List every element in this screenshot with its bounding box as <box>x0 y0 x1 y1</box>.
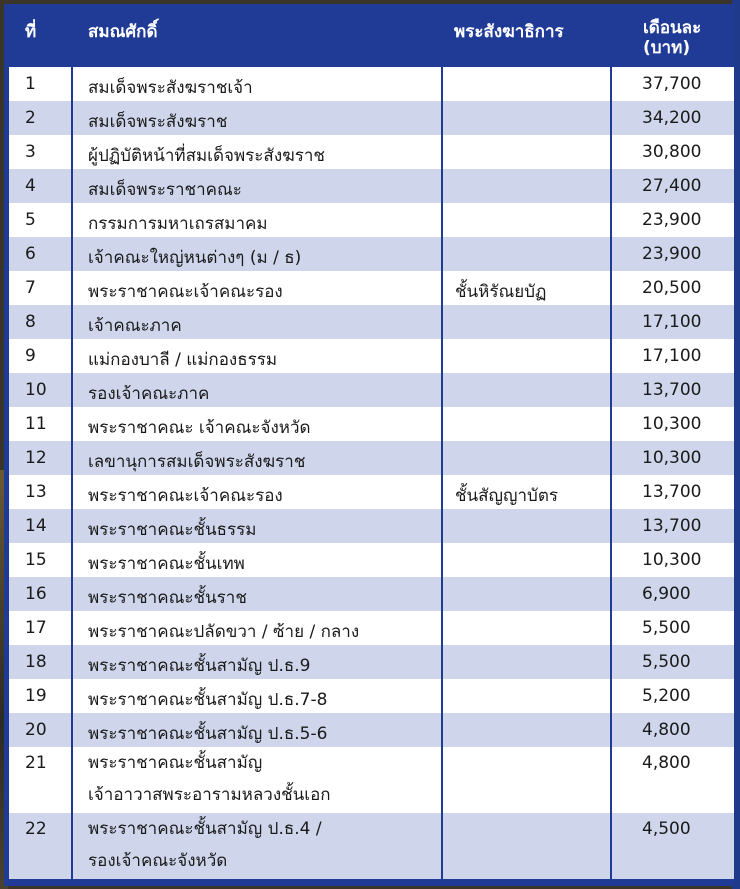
row-pay: 17,100 <box>611 305 734 339</box>
row-number: 11 <box>9 407 72 441</box>
table-row <box>9 679 734 713</box>
row-number: 6 <box>9 237 72 271</box>
header-title: สมณศักดิ์ <box>72 4 442 67</box>
row-pay: 4,500 <box>611 813 734 879</box>
row-title <box>72 813 442 879</box>
row-pay: 13,700 <box>611 475 734 509</box>
row-pay: 10,300 <box>611 441 734 475</box>
row-title-line1: พระราชาคณะชั้นสามัญ ป.ธ.4 / <box>88 819 322 839</box>
row-class <box>442 101 611 135</box>
row-title: เจ้าคณะใหญ่หนต่างๆ (ม / ธ) <box>72 237 442 271</box>
header-no: ที่ <box>9 4 72 67</box>
row-class: ชั้นสัญญาบัตร <box>442 475 611 509</box>
table-row <box>9 203 734 237</box>
row-title: ผู้ปฏิบัติหน้าที่สมเด็จพระสังฆราช <box>72 135 442 169</box>
table-row <box>9 509 734 543</box>
row-title: พระราชาคณะชั้นสามัญ ป.ธ.9 <box>72 645 442 679</box>
table-row <box>9 169 734 203</box>
row-number: 2 <box>9 101 72 135</box>
table-row <box>9 305 734 339</box>
row-class <box>442 645 611 679</box>
row-pay: 5,500 <box>611 645 734 679</box>
row-class <box>442 813 611 879</box>
row-pay: 37,700 <box>611 67 734 101</box>
row-number: 21 <box>9 747 72 813</box>
table-row <box>9 339 734 373</box>
row-pay: 10,300 <box>611 407 734 441</box>
row-title: พระราชาคณะเจ้าคณะรอง <box>72 475 442 509</box>
row-class: ชั้นหิรัณยบัฏ <box>442 271 611 305</box>
row-number: 5 <box>9 203 72 237</box>
row-class <box>442 373 611 407</box>
row-title-line1: พระราชาคณะชั้นสามัญ <box>88 753 263 773</box>
row-title: พระราชาคณะเจ้าคณะรอง <box>72 271 442 305</box>
table-row <box>9 441 734 475</box>
row-title <box>72 747 442 813</box>
row-pay: 10,300 <box>611 543 734 577</box>
row-title: พระราชาคณะชั้นราช <box>72 577 442 611</box>
row-number: 15 <box>9 543 72 577</box>
row-number: 20 <box>9 713 72 747</box>
row-title: พระราชาคณะชั้นสามัญ ป.ธ.7-8 <box>72 679 442 713</box>
row-class <box>442 577 611 611</box>
row-class <box>442 679 611 713</box>
row-title: เจ้าคณะภาค <box>72 305 442 339</box>
row-class <box>442 169 611 203</box>
row-class <box>442 747 611 813</box>
row-class <box>442 67 611 101</box>
table-row <box>9 475 734 509</box>
row-class <box>442 407 611 441</box>
row-title: รองเจ้าคณะภาค <box>72 373 442 407</box>
row-number: 10 <box>9 373 72 407</box>
row-number: 9 <box>9 339 72 373</box>
row-class <box>442 237 611 271</box>
row-class <box>442 203 611 237</box>
table-body <box>9 67 734 879</box>
row-pay: 23,900 <box>611 203 734 237</box>
row-pay: 17,100 <box>611 339 734 373</box>
row-pay: 5,200 <box>611 679 734 713</box>
table-row <box>9 611 734 645</box>
row-class <box>442 509 611 543</box>
row-number: 8 <box>9 305 72 339</box>
header-pay <box>611 4 734 67</box>
table-row <box>9 101 734 135</box>
row-title-line2: รองเจ้าคณะจังหวัด <box>88 851 228 871</box>
row-number: 12 <box>9 441 72 475</box>
row-title: สมเด็จพระราชาคณะ <box>72 169 442 203</box>
row-number: 4 <box>9 169 72 203</box>
table-row <box>9 543 734 577</box>
row-number: 18 <box>9 645 72 679</box>
header-pay-line1: เดือนละ <box>643 18 702 38</box>
row-class <box>442 543 611 577</box>
row-pay: 20,500 <box>611 271 734 305</box>
row-class <box>442 611 611 645</box>
table-row <box>9 407 734 441</box>
row-number: 17 <box>9 611 72 645</box>
row-title: เลขานุการสมเด็จพระสังฆราช <box>72 441 442 475</box>
row-pay: 23,900 <box>611 237 734 271</box>
table-row <box>9 135 734 169</box>
row-number: 19 <box>9 679 72 713</box>
row-class <box>442 441 611 475</box>
table-row <box>9 67 734 101</box>
table-row <box>9 813 734 879</box>
monk-allowance-table <box>9 4 734 879</box>
table-row <box>9 645 734 679</box>
table-row <box>9 577 734 611</box>
row-pay: 6,900 <box>611 577 734 611</box>
row-title: กรรมการมหาเถรสมาคม <box>72 203 442 237</box>
row-class <box>442 339 611 373</box>
row-pay: 27,400 <box>611 169 734 203</box>
row-pay: 4,800 <box>611 713 734 747</box>
row-pay: 13,700 <box>611 509 734 543</box>
row-title: พระราชาคณะ เจ้าคณะจังหวัด <box>72 407 442 441</box>
row-title: พระราชาคณะชั้นสามัญ ป.ธ.5-6 <box>72 713 442 747</box>
row-number: 7 <box>9 271 72 305</box>
table-row <box>9 747 734 813</box>
row-pay: 30,800 <box>611 135 734 169</box>
table-row <box>9 271 734 305</box>
row-pay: 13,700 <box>611 373 734 407</box>
row-class <box>442 135 611 169</box>
row-title: พระราชาคณะชั้นเทพ <box>72 543 442 577</box>
row-title: พระราชาคณะชั้นธรรม <box>72 509 442 543</box>
row-pay: 34,200 <box>611 101 734 135</box>
row-number: 14 <box>9 509 72 543</box>
row-number: 16 <box>9 577 72 611</box>
row-pay: 4,800 <box>611 747 734 813</box>
row-class <box>442 713 611 747</box>
row-title-line2: เจ้าอาวาสพระอารามหลวงชั้นเอก <box>88 785 331 805</box>
row-title: พระราชาคณะปลัดขวา / ซ้าย / กลาง <box>72 611 442 645</box>
row-title: แม่กองบาลี / แม่กองธรรม <box>72 339 442 373</box>
header-pay-line2: (บาท) <box>643 38 691 58</box>
table-row <box>9 373 734 407</box>
row-title: สมเด็จพระสังฆราชเจ้า <box>72 67 442 101</box>
table-row <box>9 237 734 271</box>
row-title: สมเด็จพระสังฆราช <box>72 101 442 135</box>
row-number: 3 <box>9 135 72 169</box>
row-class <box>442 305 611 339</box>
header-class: พระสังฆาธิการ <box>442 4 611 67</box>
table-row <box>9 713 734 747</box>
table-header <box>9 4 734 67</box>
row-number: 22 <box>9 813 72 879</box>
table-panel <box>4 4 734 886</box>
row-pay: 5,500 <box>611 611 734 645</box>
row-number: 1 <box>9 67 72 101</box>
row-number: 13 <box>9 475 72 509</box>
